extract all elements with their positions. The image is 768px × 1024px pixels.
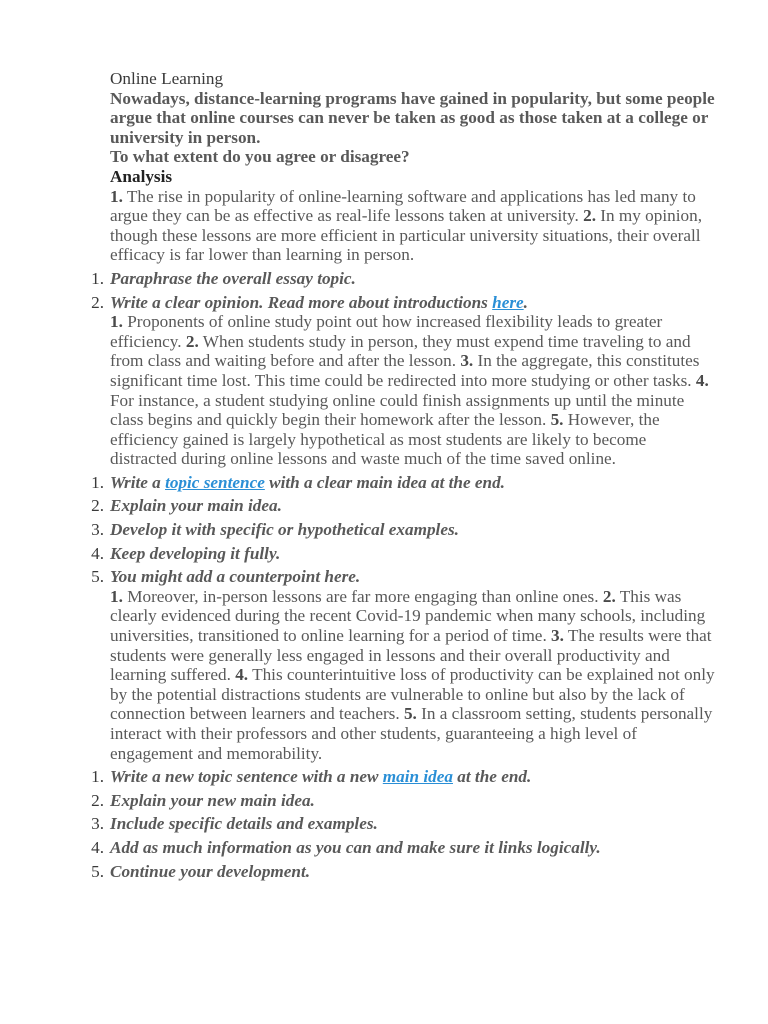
list-item-text: Write a new topic sentence with a new — [110, 767, 383, 787]
list-item-text: Write a clear opinion. Read more about introductions — [110, 292, 493, 312]
list-item — [91, 292, 715, 313]
sentence-number: 2. — [583, 206, 596, 226]
document-title: Online Learning — [110, 69, 224, 88]
list-number: 5. — [91, 861, 104, 881]
document-page — [91, 69, 715, 885]
essay-question: To what extent do you agree or disagree? — [110, 147, 410, 167]
sentence-number: 3. — [551, 626, 564, 646]
intro-paragraph — [110, 187, 715, 265]
sentence-number: 2. — [185, 331, 199, 351]
sentence: In a classroom setting, students personally interact with their professors and other students, guaranteeing a high level of engagement and memorability. — [110, 704, 713, 763]
list-item — [91, 567, 715, 587]
body1-steps-list — [91, 472, 715, 587]
sentence: In the aggregate, this constitutes significant time lost. This time could be redirected into more studying or other tasks. — [110, 351, 700, 390]
list-item-text: Keep developing it fully. — [110, 543, 281, 563]
intro-steps-list — [91, 268, 715, 312]
list-item — [91, 837, 715, 858]
list-number: 1. — [91, 268, 104, 288]
list-number: 4. — [91, 543, 104, 563]
main-idea-link[interactable]: main idea — [382, 767, 453, 787]
sentence: Proponents of online study point out how increased flexibility leads to greater efficiency. — [110, 312, 663, 351]
list-item-text: Develop it with specific or hypothetical examples. — [110, 520, 459, 540]
sentence: This counterintuitive loss of productivity can be explained not only by the potential distractions students are vulnerable to online but also by the lack of connection between learners and teachers. — [110, 665, 715, 724]
list-item — [91, 861, 715, 882]
list-item-text: You might add a counterpoint here. — [110, 567, 361, 587]
list-number: 2. — [91, 790, 104, 810]
sentence-number: 1. — [110, 186, 123, 206]
list-item-text: Explain your main idea. — [110, 496, 282, 516]
list-number: 2. — [91, 496, 104, 516]
list-number: 1. — [91, 472, 104, 492]
list-item-text: . — [523, 292, 528, 312]
sentence-number: 2. — [602, 586, 616, 606]
list-number: 3. — [91, 814, 104, 834]
sentence-number: 1. — [110, 586, 123, 606]
list-item — [91, 496, 715, 516]
list-item — [91, 790, 715, 811]
list-item-text: Include specific details and examples. — [110, 814, 378, 834]
list-item — [91, 543, 715, 564]
body-paragraph-2 — [110, 587, 715, 763]
list-item — [91, 520, 715, 540]
list-item — [91, 814, 715, 834]
list-number: 1. — [91, 767, 104, 787]
list-item — [91, 767, 715, 787]
sentence-number: 4. — [695, 370, 709, 390]
essay-prompt: Nowadays, distance-learning programs have gained in popularity, but some people argue that online courses can never be taken as good as those taken at a college or university in person. — [110, 88, 715, 147]
sentence-number: 5. — [550, 410, 564, 430]
body-paragraph-1 — [110, 312, 715, 469]
list-item-text: Continue your development. — [110, 861, 311, 881]
sentence: When students study in person, they must expend time traveling to and from class and waiting before and after the lesson. — [110, 331, 691, 371]
sentence: This was clearly evidenced during the recent Covid-19 pandemic when many schools, including universities, transitioned to online learning for a period of time. — [110, 586, 706, 646]
list-item-text: Write a — [110, 472, 166, 492]
list-number: 5. — [91, 567, 104, 587]
analysis-heading: Analysis — [110, 166, 173, 186]
list-item-text: Explain your new main idea. — [110, 790, 315, 810]
topic-sentence-link[interactable]: topic sentence — [165, 472, 265, 492]
list-item-text: at the end. — [452, 767, 532, 787]
sentence: However, the efficiency gained is largely hypothetical as most students are likely to become distracted during online lessons and waste much of the time saved online. — [110, 410, 660, 469]
body2-steps-list — [91, 767, 715, 881]
sentence: The results were that students were generally less engaged in lessons and their overall productivity and learning suffered. — [110, 626, 712, 685]
list-item-text: with a clear main idea at the end. — [264, 472, 505, 492]
sentence-number: 5. — [403, 704, 417, 724]
sentence-number: 3. — [460, 351, 474, 371]
list-item-text: Add as much information as you can and make sure it links logically. — [110, 837, 601, 857]
sentence-number: 1. — [110, 312, 123, 332]
sentence: For instance, a student studying online could finish assignments up until the minute class begins and quickly begin their homework after the lesson. — [110, 390, 685, 430]
list-number: 2. — [91, 292, 104, 312]
list-number: 3. — [91, 520, 104, 540]
list-item — [91, 268, 715, 289]
sentence: In my opinion, though these lessons are more efficient in particular university situations, their overall efficacy is far lower than learning in person. — [110, 206, 702, 265]
sentence-number: 4. — [235, 665, 249, 685]
list-number: 4. — [91, 837, 104, 857]
introductions-link[interactable]: here — [492, 292, 524, 312]
list-item — [91, 472, 715, 493]
list-item-text: Paraphrase the overall essay topic. — [110, 268, 356, 288]
sentence: Moreover, in-person lessons are far more engaging than online ones. — [122, 586, 603, 606]
sentence: The rise in popularity of online-learning software and applications has led many to argue they can be as effective as real-life lessons taken at university. — [110, 186, 696, 226]
